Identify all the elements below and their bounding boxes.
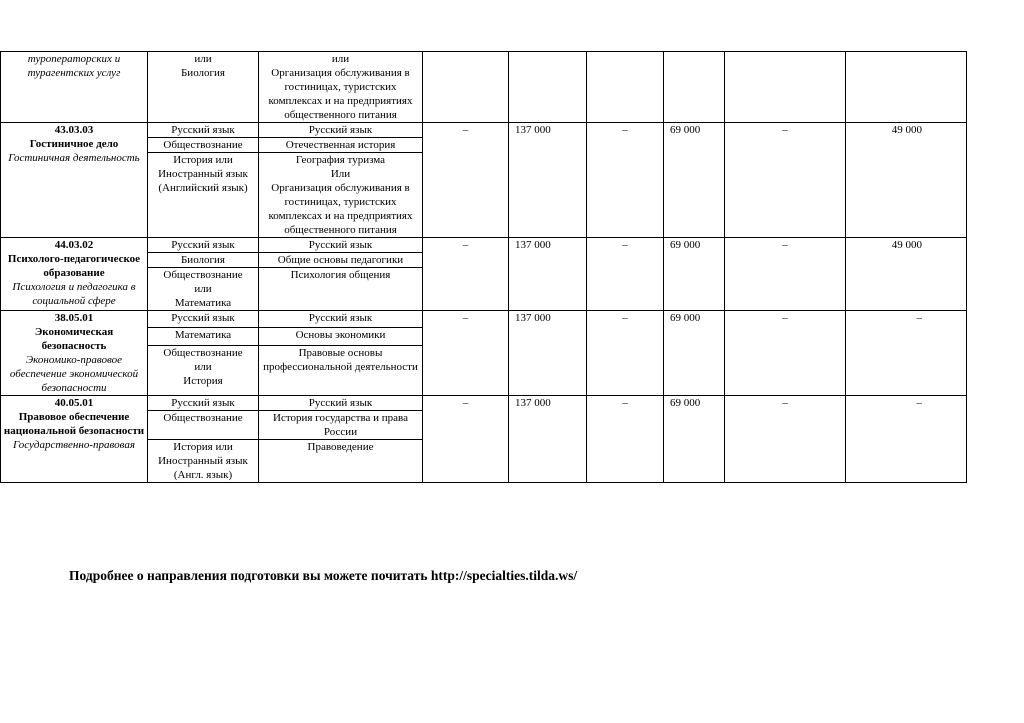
exam-alternative: Правоведение [259,440,423,483]
price-cell-c3 [587,52,664,123]
price-cell-c4: 69 000 [664,396,725,483]
price-cell-c2: 137 000 [509,123,587,238]
table-row [1,396,967,411]
program-profile: Гостиничная деятельность [8,152,140,164]
exam-alternative: Русский язык [259,396,423,411]
footer-note: Подробнее о направления подготовки вы можете почитать http://specialties.tilda.ws/ [69,568,578,583]
price-cell-c3: – [587,238,664,311]
exam-subject: Математика [148,328,259,345]
price-cell-c6: – [846,311,967,396]
price-cell-c6: – [846,396,967,483]
program-cell [1,123,148,238]
table-row [1,123,967,138]
price-cell-c5: – [725,396,846,483]
exam-subject: Русский язык [148,311,259,328]
price-cell-c1 [423,52,509,123]
program-profile: туроператорских и турагентских услуг [27,53,121,79]
price-cell-c4 [664,52,725,123]
exam-subject: Биология [148,253,259,268]
program-profile: Экономико-правовое обеспечение экономической безопасности [9,354,139,394]
table-row [1,311,967,328]
exam-subject: Обществознание [148,138,259,153]
price-cell-c1: – [423,123,509,238]
table-row [1,238,967,253]
price-cell-c5: – [725,311,846,396]
program-title: Психолого-педагогическое образование [7,253,141,279]
tuition-table [0,51,967,483]
exam-subject: История или Иностранный язык (Английский язык) [148,153,259,238]
program-profile: Государственно-правовая [13,439,135,451]
program-code: 44.03.02 [54,239,94,251]
price-cell-c4: 69 000 [664,123,725,238]
exam-subject: История или Иностранный язык (Англ. язык) [148,440,259,483]
exam-alternative: Русский язык [259,311,423,328]
exam-subject: Обществознание или Математика [148,268,259,311]
exam-subject: Русский язык [148,238,259,253]
price-cell-c3: – [587,311,664,396]
price-cell-c3: – [587,396,664,483]
price-cell-c4: 69 000 [664,238,725,311]
program-title: Правовое обеспечение национальной безопасности [3,411,145,437]
program-title: Экономическая безопасность [34,326,114,352]
program-code: 38.05.01 [54,312,94,324]
price-cell-c6: 49 000 [846,123,967,238]
price-cell-c6 [846,52,967,123]
price-cell-c5 [725,52,846,123]
price-cell-c5: – [725,123,846,238]
program-code: 43.03.03 [54,124,94,136]
exam-alternative: Правовые основы профессиональной деятельности [259,345,423,395]
exam-alternative: География туризма Или Организация обслуживания в гостиницах, туристских комплексах и на предприятиях общественного питания [259,153,423,238]
program-cell [1,238,148,311]
price-cell-c1: – [423,311,509,396]
exam-alternative: Психология общения [259,268,423,311]
exam-alternative: История государства и права России [259,411,423,440]
price-cell-c1: – [423,396,509,483]
price-cell-c1: – [423,238,509,311]
exam-subject: Русский язык [148,123,259,138]
exam-subject: Обществознание или История [148,345,259,395]
price-cell-c5: – [725,238,846,311]
exam-alternative: Отечественная история [259,138,423,153]
price-cell-c6: 49 000 [846,238,967,311]
exam-alternative: Основы экономики [259,328,423,345]
exam-alternative: или Организация обслуживания в гостиницах, туристских комплексах и на предприятиях общественного питания [259,52,423,123]
exam-alternative: Общие основы педагогики [259,253,423,268]
price-cell-c3: – [587,123,664,238]
exam-subject: Русский язык [148,396,259,411]
price-cell-c2: 137 000 [509,396,587,483]
exam-alternative: Русский язык [259,238,423,253]
table-row [1,52,967,123]
exam-alternative: Русский язык [259,123,423,138]
program-cell [1,396,148,483]
program-cell [1,311,148,396]
program-profile: Психология и педагогика в социальной сфере [12,281,136,307]
program-title: Гостиничное дело [29,138,119,150]
price-cell-c2: 137 000 [509,311,587,396]
exam-subject: Обществознание [148,411,259,440]
exam-subject: или Биология [148,52,259,123]
price-cell-c2 [509,52,587,123]
program-code: 40.05.01 [54,397,94,409]
program-cell [1,52,148,123]
price-cell-c4: 69 000 [664,311,725,396]
price-cell-c2: 137 000 [509,238,587,311]
table-body [1,52,967,483]
